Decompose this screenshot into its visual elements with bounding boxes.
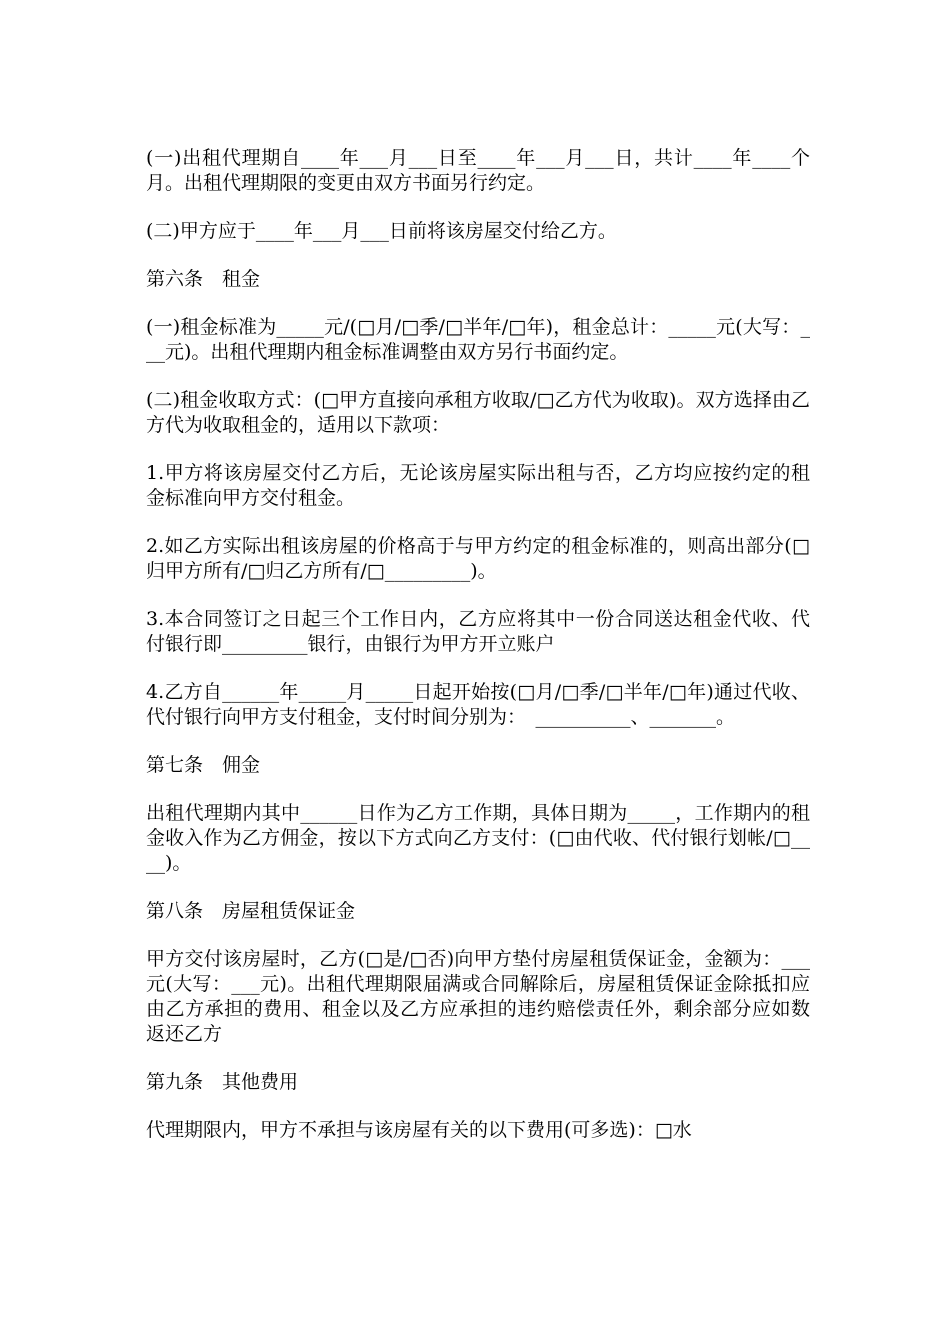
- document-page: [146, 146, 810, 1166]
- clause-item-2: 2.如乙方实际出租该房屋的价格高于与甲方约定的租金标准的，则高出部分(□归甲方所有/□归乙方所有/□_________)。: [146, 535, 810, 582]
- clause-rent-standard: (一)租金标准为_____元/(□月/□季/□半年/□年)，租金总计：_____元(大写：___元)。出租代理期内租金标准调整由双方另行书面约定。: [146, 316, 810, 363]
- clause-item-3: 3.本合同签订之日起三个工作日内，乙方应将其中一份合同送达租金代收、代付银行即_________银行，由银行为甲方开立账户: [146, 608, 810, 655]
- article-8-heading: 第八条 房屋租赁保证金: [146, 900, 356, 922]
- clause-term-period: (一)出租代理期自____年___月___日至____年___月___日，共计____年____个月。出租代理期限的变更由双方书面另行约定。: [146, 147, 810, 194]
- clause-delivery-date: (二)甲方应于____年___月___日前将该房屋交付给乙方。: [146, 220, 617, 242]
- article-6-heading: 第六条 租金: [146, 268, 261, 290]
- clause-commission: 出租代理期内其中______日作为乙方工作期，具体日期为_____，工作期内的租金收入作为乙方佣金，按以下方式向乙方支付：(□由代收、代付银行划帐/□____)。: [146, 802, 810, 874]
- article-7-heading: 第七条 佣金: [146, 754, 261, 776]
- clause-deposit: 甲方交付该房屋时，乙方(□是/□否)向甲方垫付房屋租赁保证金，金额为：___元(大写：___元)。出租代理期限届满或合同解除后，房屋租赁保证金除抵扣应由乙方承担的费用、租金以及乙方应承担的违约赔偿责任外，剩余部分应如数返还乙方: [146, 948, 810, 1045]
- article-9-heading: 第九条 其他费用: [146, 1071, 299, 1093]
- clause-item-1: 1.甲方将该房屋交付乙方后，无论该房屋实际出租与否，乙方均应按约定的租金标准向甲方交付租金。: [146, 462, 810, 509]
- clause-rent-collection: (二)租金收取方式：(□甲方直接向承租方收取/□乙方代为收取)。双方选择由乙方代为收取租金的，适用以下款项：: [146, 389, 810, 436]
- clause-other-fees: 代理期限内，甲方不承担与该房屋有关的以下费用(可多选)：□水: [146, 1119, 692, 1141]
- clause-item-4: 4.乙方自______年_____月_____日起开始按(□月/□季/□半年/□年)通过代收、代付银行向甲方支付租金，支付时间分别为： __________、_______。: [146, 681, 810, 728]
